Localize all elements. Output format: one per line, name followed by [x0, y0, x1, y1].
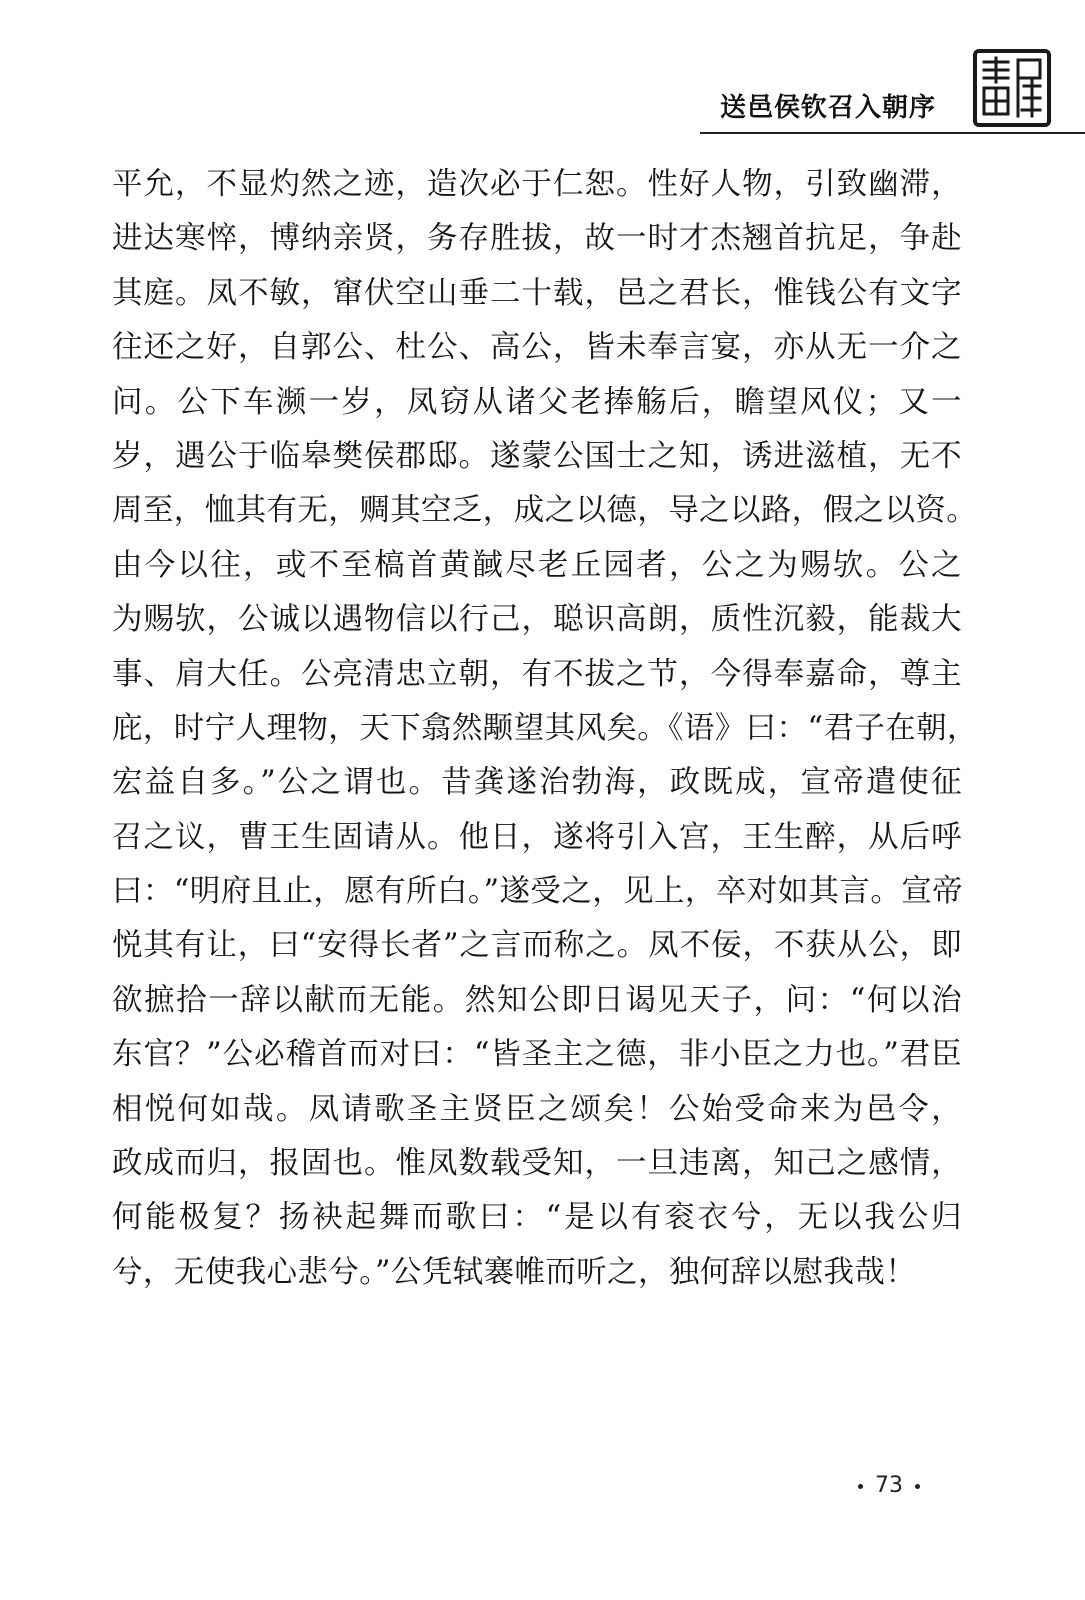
bullet-dot-icon — [858, 1484, 863, 1489]
body-text — [112, 158, 978, 1300]
text-line: 由今以往，或不至槁首黄馘尽老丘园者，公之为赐欤。公之 — [112, 547, 962, 583]
text-line: 周至，恤其有无，赒其空乏，成之以德，导之以路，假之以资。 — [112, 493, 978, 529]
text-line: 相悦何如哉。凤请歌圣主贤臣之颂矣！公始受命来为邑令， — [112, 1091, 962, 1127]
text-line: 问。公下车濒一岁，凤窃从诸父老捧觞后，瞻望风仪；又一 — [112, 384, 962, 420]
text-line: 岁，遇公于临皋樊侯郡邸。遂蒙公国士之知，诱进滋植，无不 — [112, 438, 962, 474]
text-line: 庇，时宁人理物，天下翕然颙望其风矣。《语》曰：“君子在朝， — [112, 710, 978, 746]
text-line: 悦其有让，曰“安得长者”之言而称之。凤不佞，不获从公，即 — [112, 928, 962, 964]
text-line: 其庭。凤不敏，窜伏空山垂二十载，邑之君长，惟钱公有文字 — [112, 275, 962, 311]
page-number-value: 73 — [875, 1473, 903, 1498]
text-line: 进达寒悴，博纳亲贤，务存胜拔，故一时才杰翘首抗足，争赴 — [112, 221, 962, 257]
text-line: 往还之好，自郭公、杜公、高公，皆未奉言宴，亦从无一介之 — [112, 330, 962, 366]
text-line: 曰：“明府且止，愿有所白。”遂受之，见上，卒对如其言。宣帝 — [112, 874, 964, 910]
bullet-dot-icon — [915, 1484, 920, 1489]
text-line: 宏益自多。”公之谓也。昔龚遂治勃海，政既成，宣帝遣使征 — [112, 765, 962, 801]
text-line: 兮，无使我心悲兮。”公凭轼褰帷而听之，独何辞以慰我哉！ — [112, 1254, 917, 1290]
text-line: 东官？”公必稽首而对曰：“皆圣主之德，非小臣之力也。”君臣 — [112, 1037, 962, 1073]
text-line: 事、肩大任。公亮清忠立朝，有不拔之节，今得奉嘉命，尊主 — [112, 656, 962, 692]
text-line: 欲摭拾一辞以献而无能。然知公即日谒见天子，问：“何以治 — [112, 982, 962, 1018]
seal-stamp-icon — [972, 48, 1052, 128]
page-number — [846, 1466, 932, 1506]
text-line: 平允，不显灼然之迹，造次必于仁恕。性好人物，引致幽滞， — [112, 167, 962, 202]
running-header-title: 送邑侯钦召入朝序 — [720, 93, 937, 123]
text-line: 政成而归，报固也。惟凤数载受知，一旦违离，知己之感情， — [112, 1146, 962, 1182]
header-rule — [700, 132, 1085, 134]
text-line: 为赐欤，公诚以遇物信以行己，聪识高朗，质性沉毅，能裁大 — [112, 602, 962, 638]
text-line: 何能极复？扬袂起舞而歌曰：“是以有衮衣兮，无以我公归 — [112, 1200, 962, 1236]
text-line: 召之议，曹王生固请从。他日，遂将引入宫，王生醉，从后呼 — [112, 819, 962, 855]
